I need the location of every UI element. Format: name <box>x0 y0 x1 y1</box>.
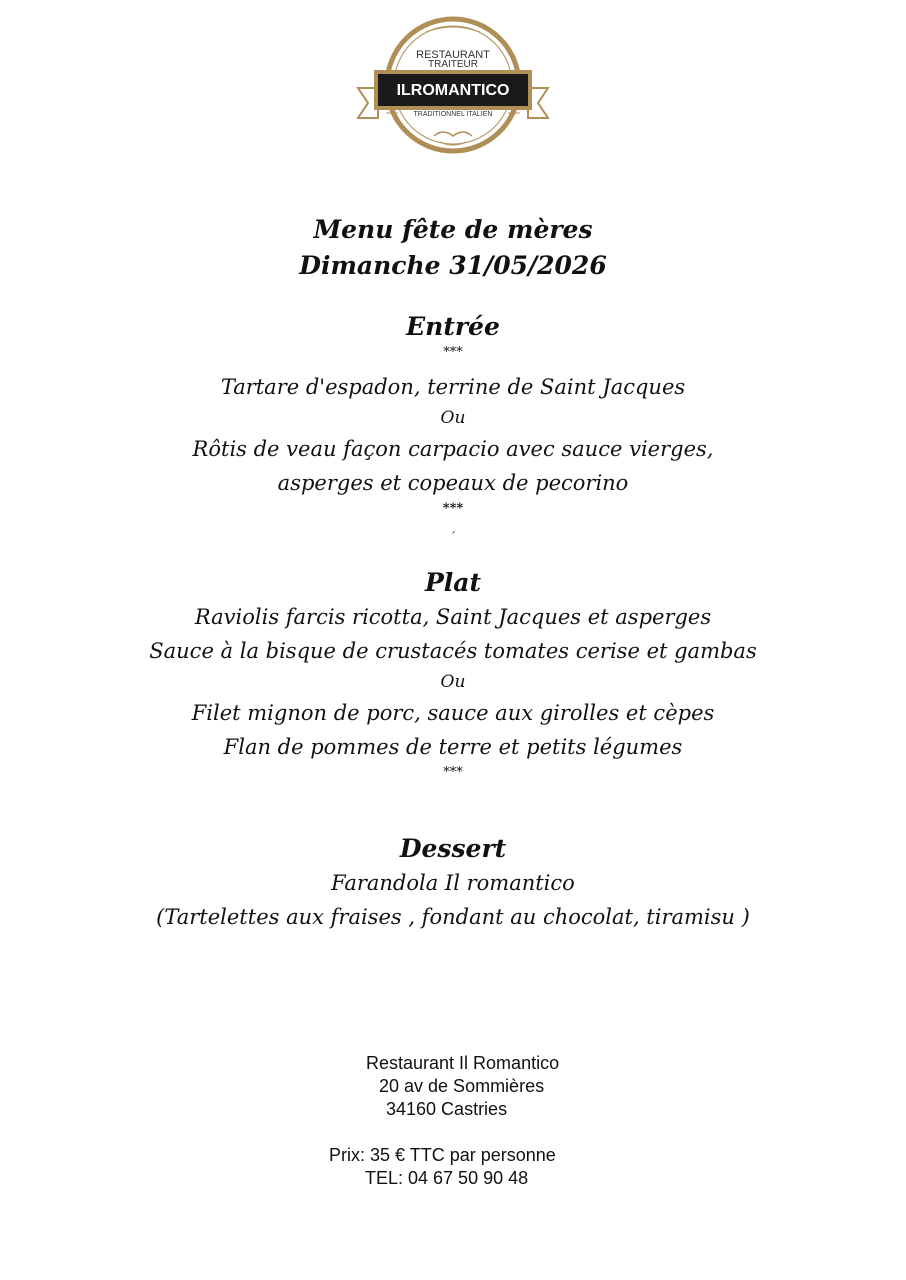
entree-mark: ´ <box>450 530 456 544</box>
entree-dish-1: Tartare d'espadon, terrine de Saint Jacques <box>220 375 686 399</box>
plat-section <box>0 566 906 782</box>
entree-separator-bottom: *** <box>442 501 464 516</box>
menu-title <box>0 212 906 284</box>
plat-dish-2-line2: Flan de pommes de terre et petits légumes <box>223 735 683 759</box>
dessert-section <box>0 832 906 934</box>
entree-separator-top: *** <box>443 345 463 360</box>
entree-section <box>0 310 906 544</box>
dessert-heading: Dessert <box>399 834 507 863</box>
entree-dish-2-line2: asperges et copeaux de pecorino <box>277 471 629 495</box>
logo-line2: TRAITEUR <box>428 59 478 70</box>
logo-tagline: TRADITIONNEL ITALIEN <box>413 111 493 118</box>
menu-title-line1: Menu fête de mères <box>313 215 593 244</box>
dessert-line2: (Tartelettes aux fraises , fondant au chocolat, tiramisu ) <box>156 905 750 929</box>
logo-line1: RESTAURANT <box>416 49 490 61</box>
restaurant-logo <box>356 14 550 156</box>
footer-restaurant-name: Restaurant Il Romantico <box>366 1053 560 1073</box>
plat-separator: *** <box>443 765 463 780</box>
plat-heading: Plat <box>424 568 482 597</box>
logo-name: ILROMANTICO <box>396 82 510 99</box>
footer-city: 34160 Castries <box>386 1099 508 1119</box>
plat-dish-2-line1: Filet mignon de porc, sauce aux girolles et cèpes <box>191 701 715 725</box>
entree-dish-2-line1: Rôtis de veau façon carpacio avec sauce vierges, <box>192 437 714 461</box>
footer-street: 20 av de Sommières <box>379 1076 545 1096</box>
dessert-line1: Farandola Il romantico <box>331 871 575 895</box>
plat-dish-1-line2: Sauce à la bisque de crustacés tomates cerise et gambas <box>149 639 757 663</box>
footer-phone: TEL: 04 67 50 90 48 <box>365 1168 529 1188</box>
plat-or: Ou <box>440 672 466 692</box>
menu-title-date: Dimanche 31/05/2026 <box>299 251 607 280</box>
plat-dish-1-line1: Raviolis farcis ricotta, Saint Jacques et asperges <box>194 605 712 629</box>
footer-price: Prix: 35 € TTC par personne <box>329 1145 556 1165</box>
entree-heading: Entrée <box>406 312 500 341</box>
entree-or: Ou <box>440 408 466 428</box>
